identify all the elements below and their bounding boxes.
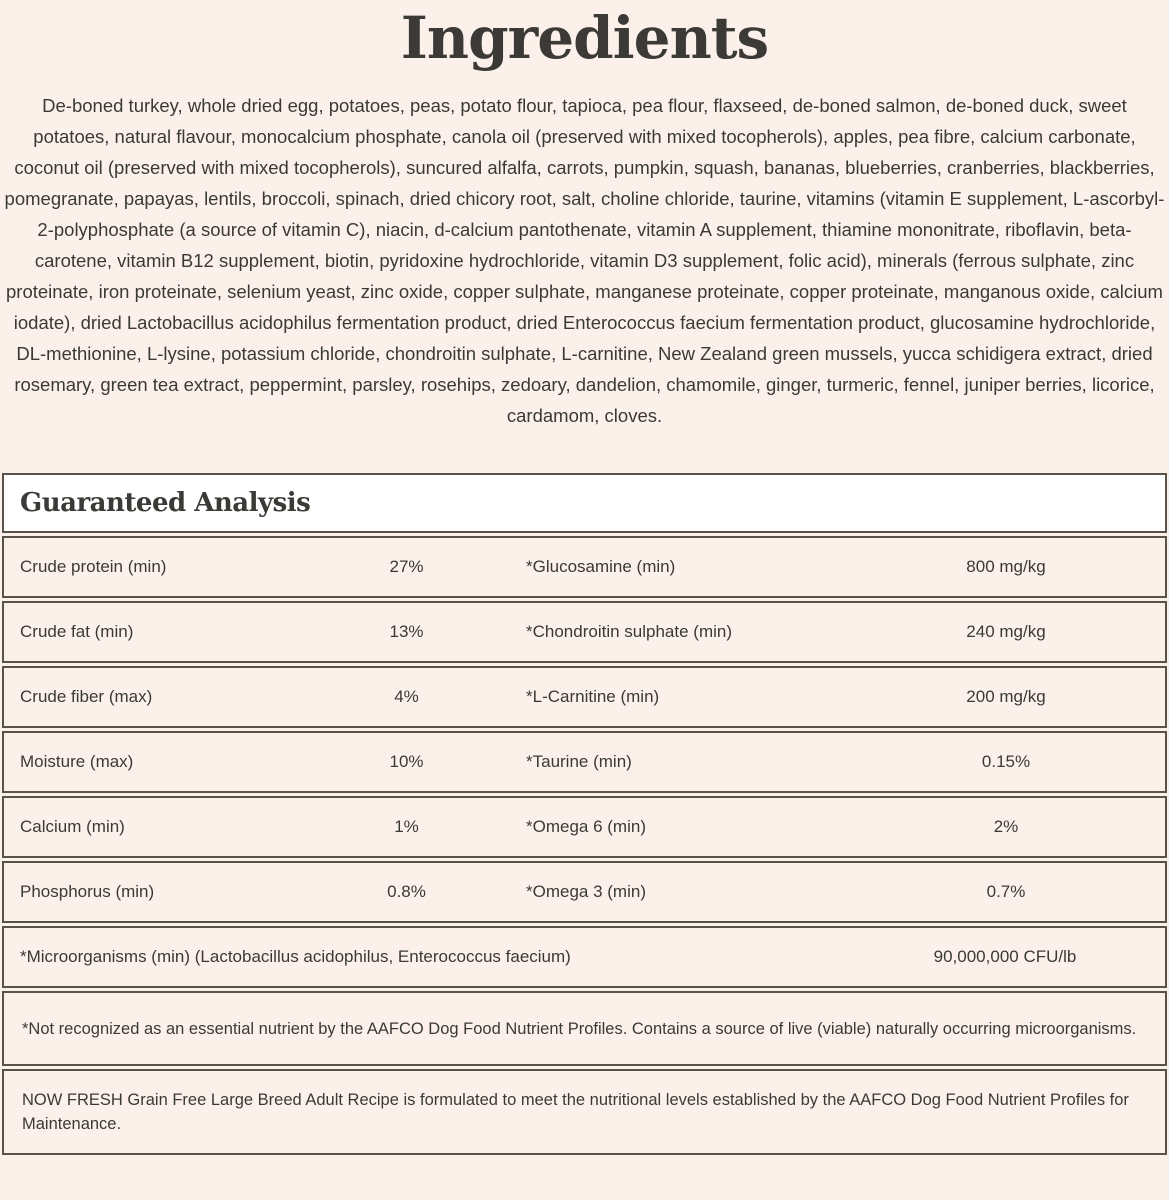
microorganisms-value: 90,000,000 CFU/lb xyxy=(933,947,1077,966)
guaranteed-analysis-row xyxy=(2,731,1167,793)
nutrient-label-left: Phosphorus (min) xyxy=(20,882,155,901)
nutrient-label-left: Crude protein (min) xyxy=(20,557,167,576)
guaranteed-analysis-row xyxy=(2,666,1167,728)
guaranteed-analysis-section xyxy=(2,473,1167,1155)
nutrient-label-right: *Omega 6 (min) xyxy=(526,817,646,836)
guaranteed-analysis-title: Guaranteed Analysis xyxy=(20,488,311,518)
guaranteed-analysis-row xyxy=(2,601,1167,663)
ingredients-title: Ingredients xyxy=(400,4,769,72)
footnote-aafco-nutrient-text: *Not recognized as an essential nutrient by the AAFCO Dog Food Nutrient Profiles. Contains a source of live (viable) naturally occurring microorganisms. xyxy=(22,1019,1137,1038)
nutrient-value-left: 10% xyxy=(389,752,424,771)
nutrient-label-right: *Taurine (min) xyxy=(526,752,632,771)
nutrient-value-right: 2% xyxy=(993,817,1019,836)
nutrient-value-right: 200 mg/kg xyxy=(966,687,1046,706)
nutrient-label-left: Calcium (min) xyxy=(20,817,125,836)
nutrient-value-left: 1% xyxy=(394,817,419,836)
footnote-formulation-statement-text: NOW FRESH Grain Free Large Breed Adult Recipe is formulated to meet the nutritional levels established by the AAFCO Dog Food Nutrient Profiles for Maintenance. xyxy=(22,1091,1129,1133)
nutrient-value-right: 800 mg/kg xyxy=(966,557,1046,576)
guaranteed-analysis-row xyxy=(2,796,1167,858)
guaranteed-analysis-header xyxy=(2,473,1167,533)
footnote-formulation-statement xyxy=(2,1069,1167,1155)
footnote-aafco-nutrient xyxy=(2,991,1167,1066)
nutrient-value-left: 13% xyxy=(389,622,424,641)
guaranteed-analysis-row xyxy=(2,861,1167,923)
nutrient-label-right: *L-Carnitine (min) xyxy=(526,687,660,706)
nutrient-label-left: Crude fat (min) xyxy=(20,622,134,641)
microorganisms-row xyxy=(2,926,1167,988)
nutrient-value-right: 0.7% xyxy=(986,882,1026,901)
nutrient-value-left: 27% xyxy=(389,557,424,576)
nutrient-label-left: Moisture (max) xyxy=(20,752,134,771)
nutrient-label-right: *Omega 3 (min) xyxy=(526,882,646,901)
nutrient-value-left: 0.8% xyxy=(387,882,426,901)
guaranteed-analysis-rows xyxy=(2,536,1167,923)
nutrient-label-left: Crude fiber (max) xyxy=(20,687,153,706)
ingredients-list-text: De-boned turkey, whole dried egg, potatoes, peas, potato flour, tapioca, pea flour, flaxseed, de-boned salmon, de-boned duck, sweet potatoes, natural flavour, monocalcium phosphate, canola oil (preserved with mixed tocopherols), apples, pea fibre, calcium carbonate, coconut oil (preserved with mixed tocopherols), suncured alfalfa, carrots, pumpkin, squash, bananas, blueberries, cranberries, blackberries, pomegranate, papayas, lentils, broccoli, spinach, dried chicory root, salt, choline chloride, taurine, vitamins (vitamin E supplement, L-ascorbyl-2-polyphosphate (a source of vitamin C), niacin, d-calcium pantothenate, vitamin A supplement, thiamine mononitrate, riboflavin, beta-carotene, vitamin B12 supplement, biotin, pyridoxine hydrochloride, vitamin D3 supplement, folic acid), minerals (ferrous sulphate, zinc proteinate, iron proteinate, selenium yeast, zinc oxide, copper sulphate, manganese proteinate, copper proteinate, manganous oxide, calcium iodate), dried Lactobacillus acidophilus fermentation product, dried Enterococcus faecium fermentation product, glucosamine hydrochloride, DL-methionine, L-lysine, potassium chloride, chondroitin sulphate, L-carnitine, New Zealand green mussels, yucca schidigera extract, dried rosemary, green tea extract, peppermint, parsley, rosehips, zedoary, dandelion, chamomile, ginger, turmeric, fennel, juniper berries, licorice, cardamom, cloves. xyxy=(4,95,1165,426)
nutrient-value-right: 240 mg/kg xyxy=(966,622,1046,641)
nutrient-value-right: 0.15% xyxy=(981,752,1031,771)
nutrient-value-left: 4% xyxy=(394,687,419,706)
nutrient-label-right: *Chondroitin sulphate (min) xyxy=(526,622,732,641)
guaranteed-analysis-row xyxy=(2,536,1167,598)
microorganisms-label: *Microorganisms (min) (Lactobacillus acidophilus, Enterococcus faecium) xyxy=(20,947,571,966)
nutrient-label-right: *Glucosamine (min) xyxy=(526,557,676,576)
